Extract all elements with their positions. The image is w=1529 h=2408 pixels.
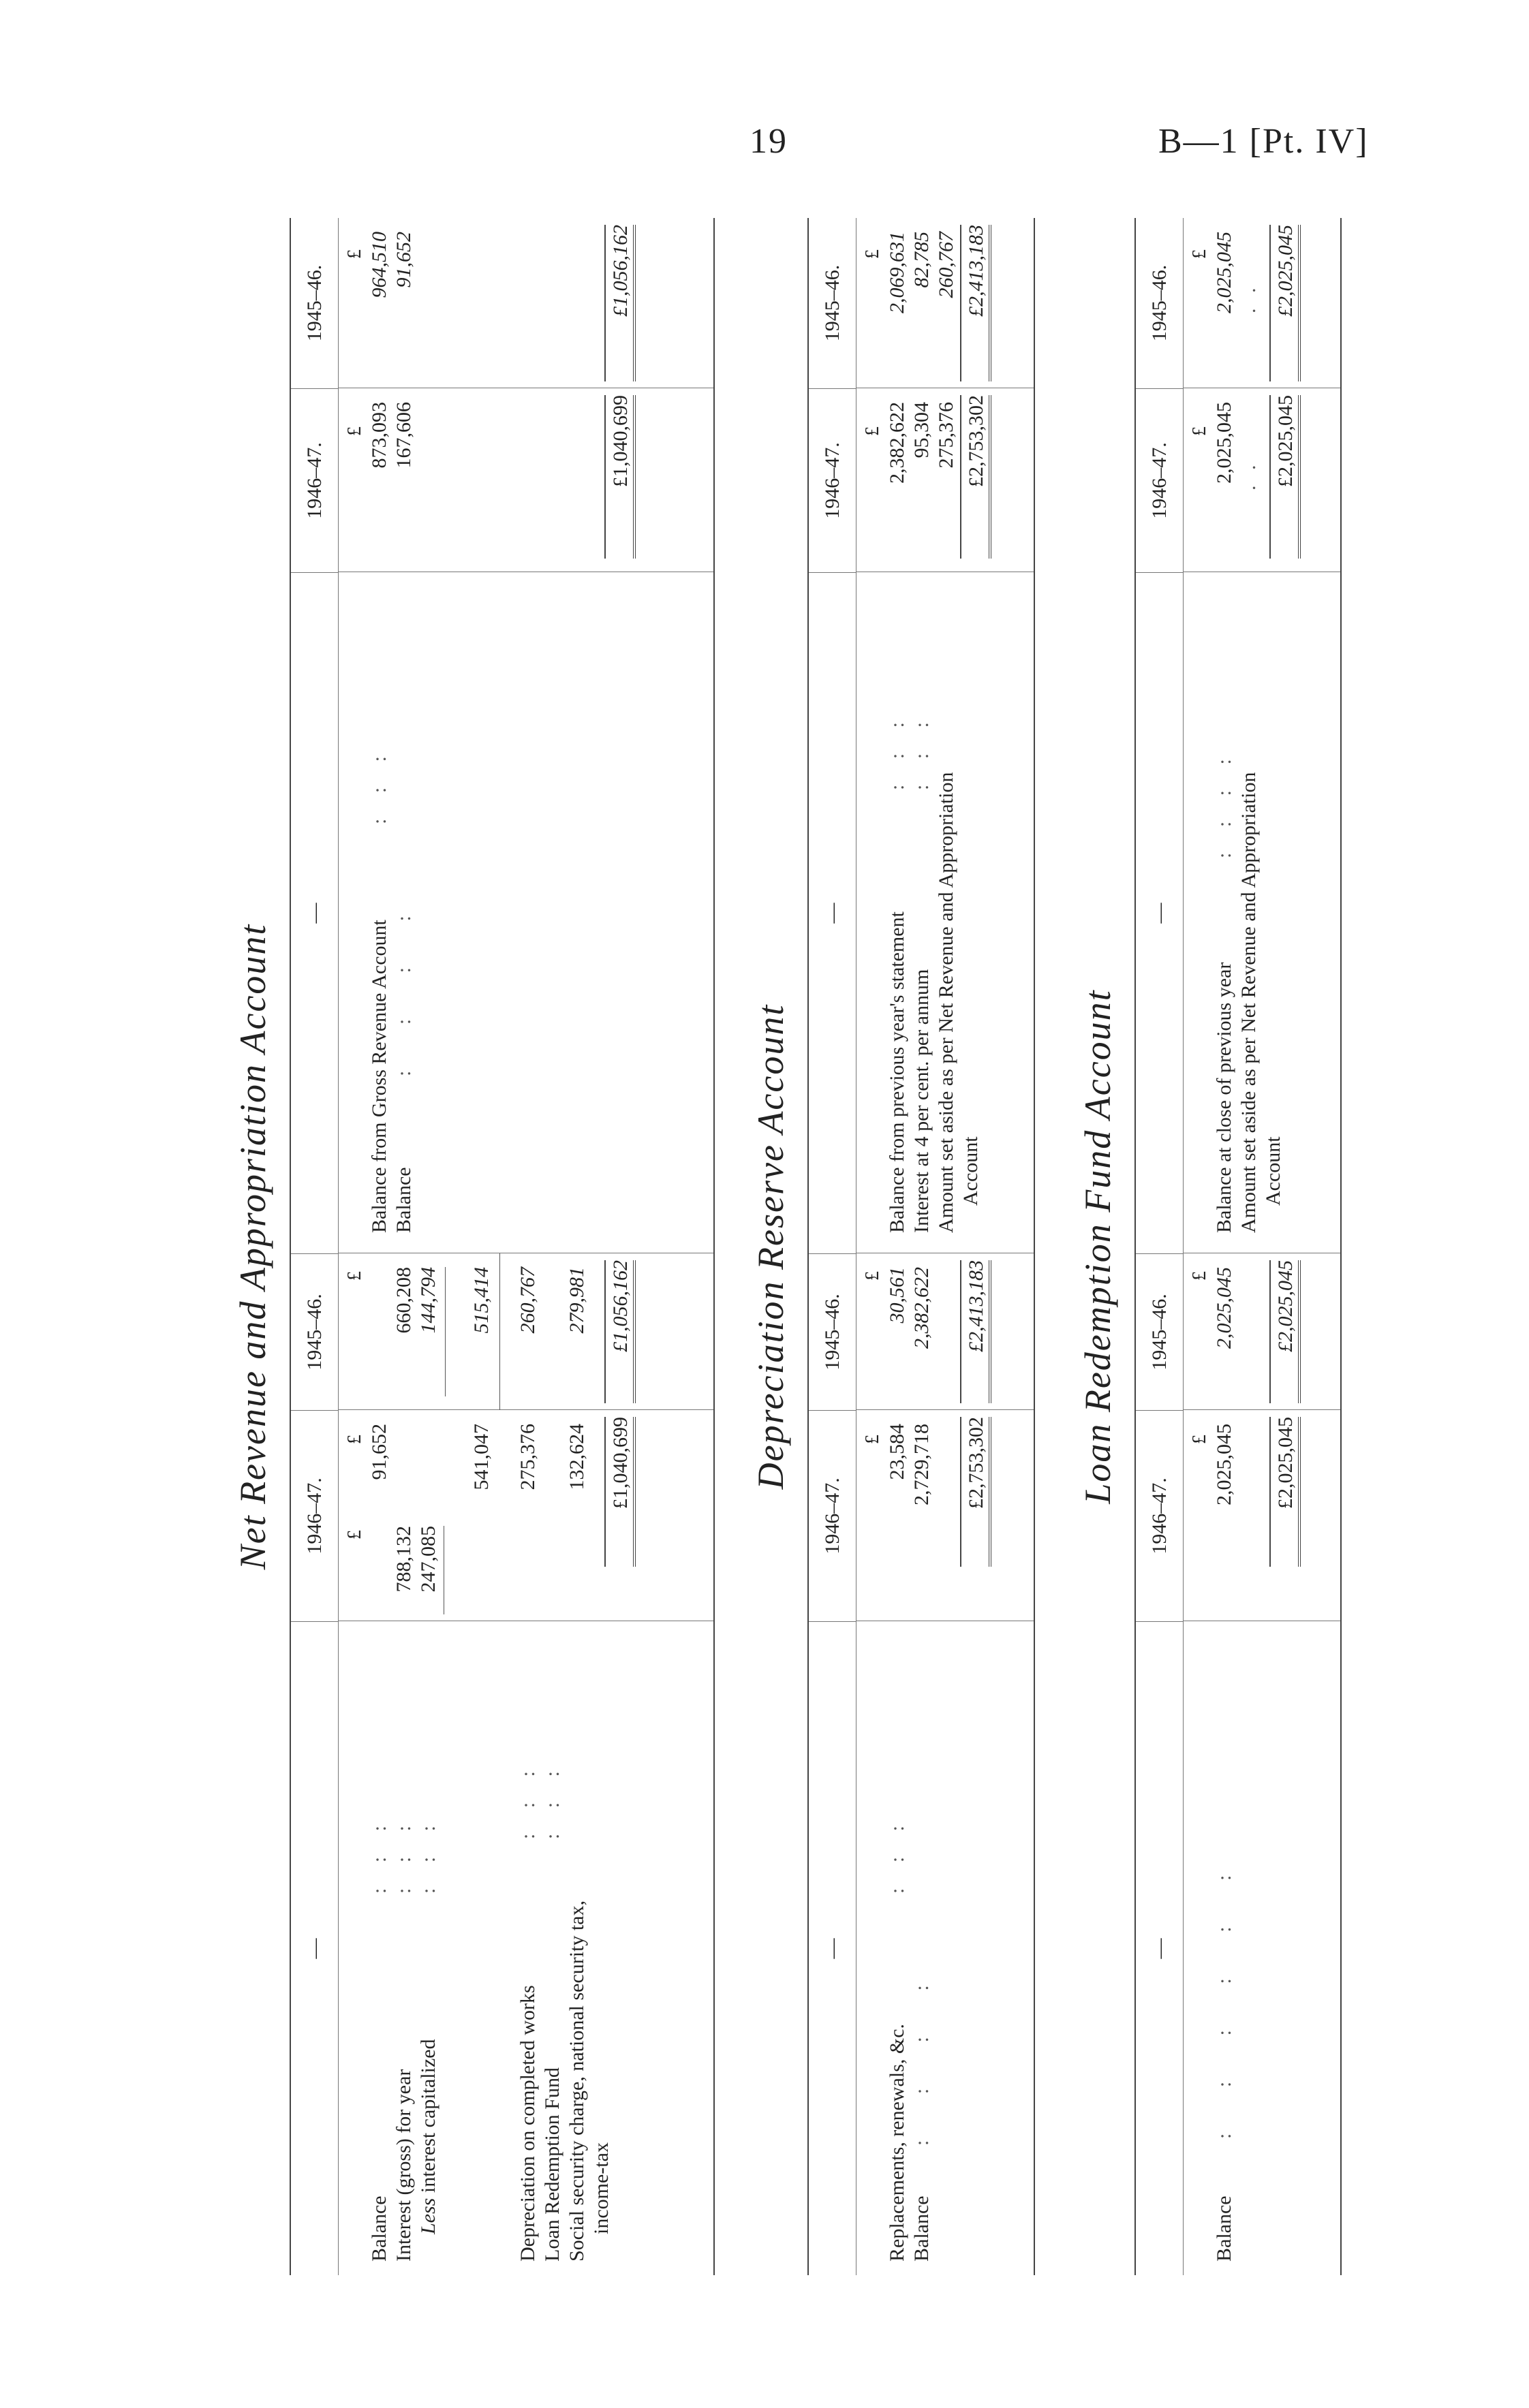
pound-sign: £ (862, 1435, 883, 1444)
rotated-accounts (232, 218, 1356, 2275)
section-title: Depreciation Reserve Account (750, 1003, 791, 1490)
replacements-label: Replacements, renewals, &c. (886, 2023, 908, 2262)
interest-label: Interest at 4 per cent. per annum (910, 969, 933, 1233)
pound-sign: £ (1189, 1271, 1210, 1281)
close-previous-year-label: Balance at close of previous year (1213, 962, 1235, 1233)
social-1946: 132,624 (566, 1424, 588, 1490)
net-interest-1946: 541,047 (470, 1424, 493, 1490)
page-reference: B—1 [Pt. IV] (1158, 122, 1369, 161)
amount-set-aside-label-cont: Account (1262, 1136, 1284, 1206)
col-header-1946: 1946–47. (1136, 1410, 1184, 1621)
pound-sign: £ (1189, 249, 1210, 259)
pound-sign: £ (344, 426, 365, 436)
social-security-label-cont: income-tax (590, 2142, 613, 2234)
previous-1945: 2,025,045 (1213, 232, 1235, 313)
depreciation-reserve-table: — 1946–47. 1945–46. — 1946–47. 1945–46. £ £ £ £ Replacements, renewals, &c. : : : 23,584 30,561 Balance : : : : 2,729,718 2,382,622 £2,753,302 £2,413,183 Balance from previous year's statement : : : 2,382,622 2,069,631 Interest at 4 per cent. per annum : : : 95,304 82,785 Amount set aside as per Net Revenue and Appropriation Account 275,376 260,767 £2,753,302 £2,413,183 (807, 218, 1035, 2275)
balance-label: Balance (392, 1167, 415, 1233)
pound-sign: £ (344, 1530, 365, 1539)
capitalized-inner: 247,085 (417, 1526, 439, 1593)
balance-1946: 91,652 (368, 1424, 390, 1480)
total-1945: £2,025,045 (1269, 225, 1301, 381)
section-title: Loan Redemption Fund Account (1077, 989, 1118, 1504)
col-header-blank: — (291, 572, 339, 1253)
col-header-blank: — (1136, 1621, 1184, 2275)
gross-1945: 964,510 (368, 232, 390, 298)
replacements-1946: 23,584 (886, 1424, 908, 1480)
pound-sign: £ (862, 1271, 883, 1281)
net-revenue-table: — 1946–47. 1945–46. — 1946–47. 1945–46. £ £ £ £ £ Balance 91,652 Interest (gross) for year 788,132 660,208 Less interest capitalized 247,085 144,794 : : : : : : : : : 541,047 515,414 Depreciation on completed works 275,376 260,767 Loan Redemption Fund Social security charge, national security tax, income-tax 132,624 279,981 : : : : : : £1,040,699 £1,056,162 Balance from Gross Revenue Account : : : 873,093 964,510 Balance : : : : 167,606 91,652 £1,040,699 £1,056,162 (290, 218, 715, 2275)
total-1945: £1,056,162 (604, 1260, 636, 1403)
balance-1946: 2,025,045 (1213, 1424, 1235, 1505)
pound-sign: £ (862, 426, 883, 436)
total-1946: £2,025,045 (1269, 395, 1301, 559)
less-interest-label: Less interest capitalized (417, 2039, 439, 2234)
depreciation-1946: 275,376 (516, 1424, 539, 1490)
balance-1946: 167,606 (392, 402, 415, 469)
balance-1945: 2,382,622 (910, 1267, 933, 1349)
previous-1946: 2,025,045 (1213, 402, 1235, 484)
social-security-label: Social security charge, national security tax, (566, 1900, 588, 2262)
col-header-1945: 1945–46. (291, 1253, 339, 1410)
col-header-1945: 1945–46. (809, 1253, 856, 1410)
col-header-1946: 1946–47. (1136, 388, 1184, 572)
interest-label: Interest (gross) for year (392, 2069, 415, 2262)
balance-label: Balance (368, 2195, 390, 2262)
pound-sign: £ (862, 249, 883, 259)
amount-1946: 275,376 (935, 402, 957, 469)
interest-1945: 82,785 (910, 232, 933, 288)
interest-1946: 95,304 (910, 402, 933, 458)
pound-sign: £ (344, 1271, 365, 1281)
col-header-1945: 1945–46. (291, 218, 339, 388)
depreciation-1945: 260,767 (516, 1267, 539, 1334)
total-1946: £1,040,699 (604, 395, 636, 559)
amount-set-aside-label-cont: Account (959, 1136, 982, 1206)
total-1945: £2,413,183 (960, 1260, 991, 1403)
balance-label: Balance (910, 2195, 933, 2262)
previous-1945: 2,069,631 (886, 232, 908, 313)
col-header-blank: — (1136, 572, 1184, 1253)
pound-sign: £ (344, 1435, 365, 1444)
pound-sign: £ (1189, 1435, 1210, 1444)
col-header-1946: 1946–47. (291, 1410, 339, 1621)
col-header-1945: 1945–46. (1136, 1253, 1184, 1410)
replacements-1945: 30,561 (886, 1267, 908, 1324)
social-1945: 279,981 (566, 1267, 588, 1334)
col-header-blank: — (809, 1621, 856, 2275)
total-1945: £2,025,045 (1269, 1260, 1301, 1403)
col-header-blank: — (291, 1621, 339, 2275)
pound-sign: £ (1189, 426, 1210, 436)
page-number: 19 (750, 122, 788, 161)
gross-1946: 873,093 (368, 402, 390, 469)
amount-1945: 260,767 (935, 232, 957, 298)
capitalized-1945: 144,794 (417, 1267, 439, 1334)
interest-1945: 660,208 (392, 1267, 415, 1334)
gross-revenue-label: Balance from Gross Revenue Account (368, 920, 390, 1233)
col-header-1945: 1945–46. (1136, 218, 1184, 388)
loan-redemption-table: — 1946–47. 1945–46. — 1946–47. 1945–46. £ £ £ £ Balance : : : : : : 2,025,045 2,025,045 £2,025,045 £2,025,045 Balance at close of previous year : : : : 2,025,045 2,025,045 Amount set aside as per Net Revenue and Appropriation Account . . . . £2,025,045 £2,025,045 (1134, 218, 1342, 2275)
interest-inner: 788,132 (392, 1526, 415, 1593)
balance-1945: 91,652 (392, 232, 415, 288)
total-1945: £2,413,183 (960, 225, 991, 381)
loan-fund-label: Loan Redemption Fund (541, 2067, 563, 2262)
pound-sign: £ (344, 249, 365, 259)
total-1946: £2,753,302 (960, 1417, 991, 1567)
previous-1946: 2,382,622 (886, 402, 908, 484)
total-1946: £1,040,699 (604, 1417, 636, 1567)
balance-1945: 2,025,045 (1213, 1267, 1235, 1349)
amount-set-aside-label: Amount set aside as per Net Revenue and Appropriation (1237, 772, 1260, 1233)
total-1946: £2,753,302 (960, 395, 991, 559)
col-header-1945: 1945–46. (809, 218, 856, 388)
col-header-blank: — (809, 572, 856, 1253)
balance-label: Balance (1213, 2195, 1235, 2262)
amount-set-aside-label: Amount set aside as per Net Revenue and Appropriation (935, 772, 957, 1233)
depreciation-label: Depreciation on completed works (516, 1985, 539, 2262)
subtotal-1945: 515,414 (470, 1267, 493, 1334)
col-header-1946: 1946–47. (291, 388, 339, 572)
total-1945: £1,056,162 (604, 225, 636, 381)
total-1946: £2,025,045 (1269, 1417, 1301, 1567)
col-header-1946: 1946–47. (809, 1410, 856, 1621)
section-title: Net Revenue and Appropriation Account (232, 923, 273, 1570)
previous-balance-label: Balance from previous year's statement (886, 911, 908, 1233)
balance-1946: 2,729,718 (910, 1424, 933, 1505)
col-header-1946: 1946–47. (809, 388, 856, 572)
